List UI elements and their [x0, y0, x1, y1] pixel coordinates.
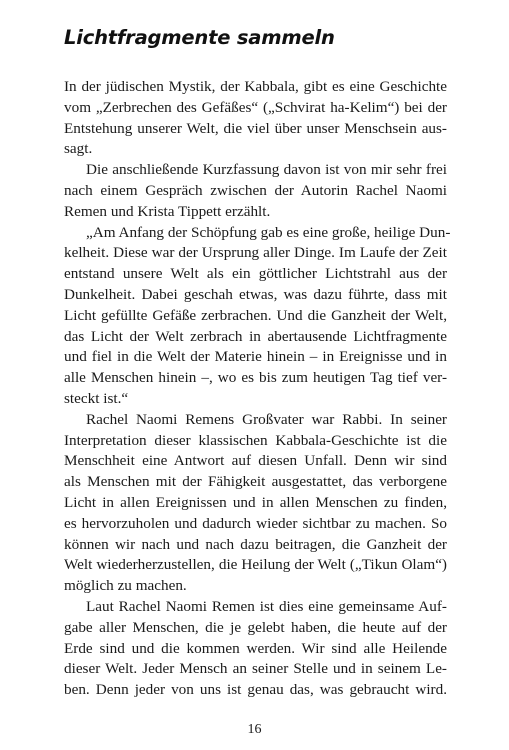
- text-line: Entstehung unserer Welt, die viel über unser Menschsein aus-: [64, 119, 447, 137]
- text-line: als Menschen mit der Fähigkeit ausgestattet, das verborgene: [64, 473, 447, 491]
- text-line: Licht in allen Ereignissen und in allen Menschen zu finden,: [64, 493, 447, 511]
- text-line: Erde sind und die kommen werden. Wir sind alle Heilende: [64, 639, 447, 657]
- text-line: „Am Anfang der Schöpfung gab es eine große, heilige Dun-: [86, 223, 451, 241]
- text-line: In der jüdischen Mystik, der Kabbala, gibt es eine Geschichte: [64, 78, 447, 95]
- text-line: Licht gefüllte Gefäße zerbrachen. Und die Ganzheit der Welt,: [64, 306, 447, 324]
- text-line: Interpretation dieser klassischen Kabbala-Geschichte ist die: [64, 431, 447, 449]
- paragraph: [64, 160, 447, 222]
- text-line: Laut Rachel Naomi Remen ist dies eine gemeinsame Auf-: [86, 597, 447, 615]
- text-line: entstand unsere Welt als ein göttlicher Lichtstrahl aus der: [64, 265, 447, 283]
- paragraph: [64, 597, 447, 701]
- text-line: steckt ist.“: [64, 389, 129, 407]
- text-line: Remen und Krista Tippett erzählt.: [64, 202, 271, 220]
- text-line: alle Menschen hinein –, wo es bis zum heutigen Tag tief ver-: [64, 369, 447, 387]
- text-line: dieser Welt. Jeder Mensch an seiner Stelle und in seinem Le-: [64, 660, 447, 678]
- text-line: Die anschließende Kurzfassung davon ist von mir sehr frei: [86, 161, 447, 179]
- paragraph: [64, 223, 451, 410]
- paragraph: [64, 410, 447, 597]
- text-line: nach einem Gespräch zwischen der Autorin Rachel Naomi: [64, 181, 447, 199]
- text-line: Menschheit eine Antwort auf diesen Unfall. Denn wir sind: [64, 452, 447, 470]
- text-line: möglich zu machen.: [64, 577, 187, 595]
- text-line: vom „Zerbrechen des Gefäßes“ („Schvirat ha-Kelim“) bei der: [64, 98, 447, 116]
- text-line: können wir nach und nach dazu beitragen, die Ganzheit der: [64, 535, 447, 553]
- text-line: Welt wiederherzustellen, die Heilung der Welt („Tikun Olam“): [64, 556, 447, 574]
- text-line: und fiel in die Welt der Materie hinein – in Ereignisse und in: [64, 348, 447, 366]
- text-line: gabe aller Menschen, die je gelebt haben, die heute auf der: [64, 618, 447, 636]
- page-number: 16: [247, 722, 262, 737]
- text-line: Rachel Naomi Remens Großvater war Rabbi. In seiner: [86, 410, 447, 428]
- text-line: es hervorzuholen und dadurch wieder sichtbar zu machen. So: [64, 514, 447, 532]
- paragraph: [64, 77, 447, 160]
- text-line: das Licht der Welt zerbrach in abertausende Lichtfragmente: [64, 327, 447, 345]
- text-line: ben. Denn jeder von uns ist genau das, was gebraucht wird.: [64, 681, 447, 699]
- text-line: Dunkelheit. Dabei geschah etwas, was dazu führte, dass mit: [64, 285, 447, 303]
- body-text: [64, 77, 451, 701]
- text-line: sagt.: [64, 140, 93, 158]
- chapter-title: Lichtfragmente sammeln: [64, 26, 335, 49]
- text-line: kelheit. Diese war der Ursprung aller Dinge. Im Laufe der Zeit: [64, 244, 447, 262]
